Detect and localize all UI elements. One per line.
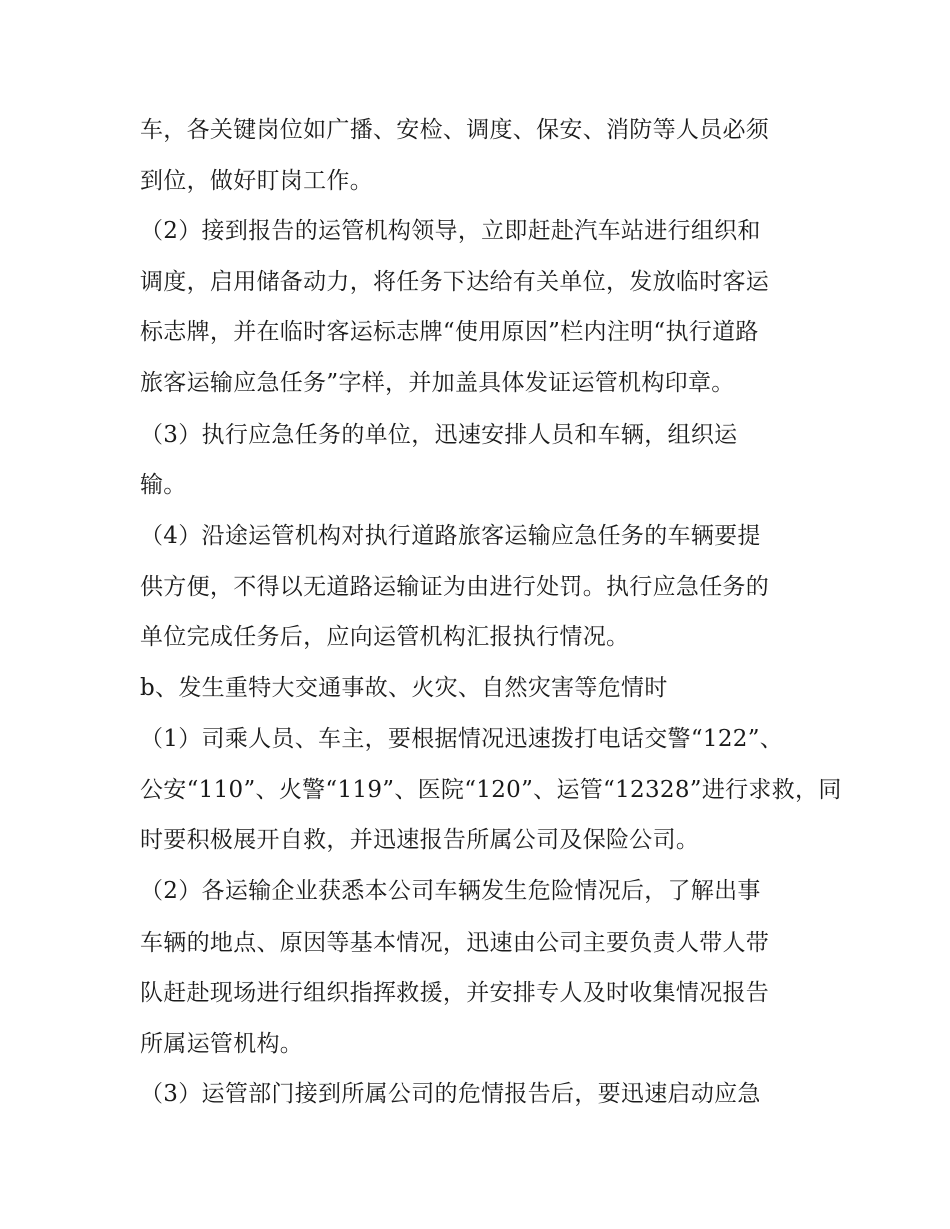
text-line: 单位完成任务后，应向运管机构汇报执行情况。 [140,624,630,650]
text-line: （3）运管部门接到所属公司的危情报告后，要迅速启动应急 [140,1081,761,1107]
text-line: 到位，做好盯岗工作。 [140,168,373,194]
text-line: 供方便，不得以无道路运输证为由进行处罚。执行应急任务的 [140,574,770,600]
text-line: （2）接到报告的运管机构领导，立即赶赴汽车站进行组织和 [140,218,761,244]
text-line: （3）执行应急任务的单位，迅速安排人员和车辆，组织运 [140,422,738,448]
text-line: 公安“110”、火警“119”、医院“120”、运管“12328”进行求救，同 [140,777,842,803]
text-line: 调度，启用储备动力，将任务下达给有关单位，发放临时客运 [140,269,770,295]
text-line: 标志牌，并在临时客运标志牌“使用原因”栏内注明“执行道路 [140,319,759,345]
section-heading: b、发生重特大交通事故、火灾、自然灾害等危情时 [140,675,668,701]
text-line: 所属运管机构。 [140,1031,304,1057]
text-line: 时要积极展开自救，并迅速报告所属公司及保险公司。 [140,827,700,853]
text-line: （2）各运输企业获悉本公司车辆发生危险情况后，了解出事 [140,878,761,904]
text-line: （4）沿途运管机构对执行道路旅客运输应急任务的车辆要提 [140,523,761,549]
text-line: （1）司乘人员、车主，要根据情况迅速拨打电话交警“122”、 [140,726,784,752]
text-line: 队赶赴现场进行组织指挥救援，并安排专人及时收集情况报告 [140,980,770,1006]
text-line: 旅客运输应急任务”字样，并加盖具体发证运管机构印章。 [140,370,735,396]
text-line: 车，各关键岗位如广播、安检、调度、保安、消防等人员必须 [140,117,770,143]
text-line: 输。 [140,472,187,498]
text-line: 车辆的地点、原因等基本情况，迅速由公司主要负责人带人带 [140,930,770,956]
